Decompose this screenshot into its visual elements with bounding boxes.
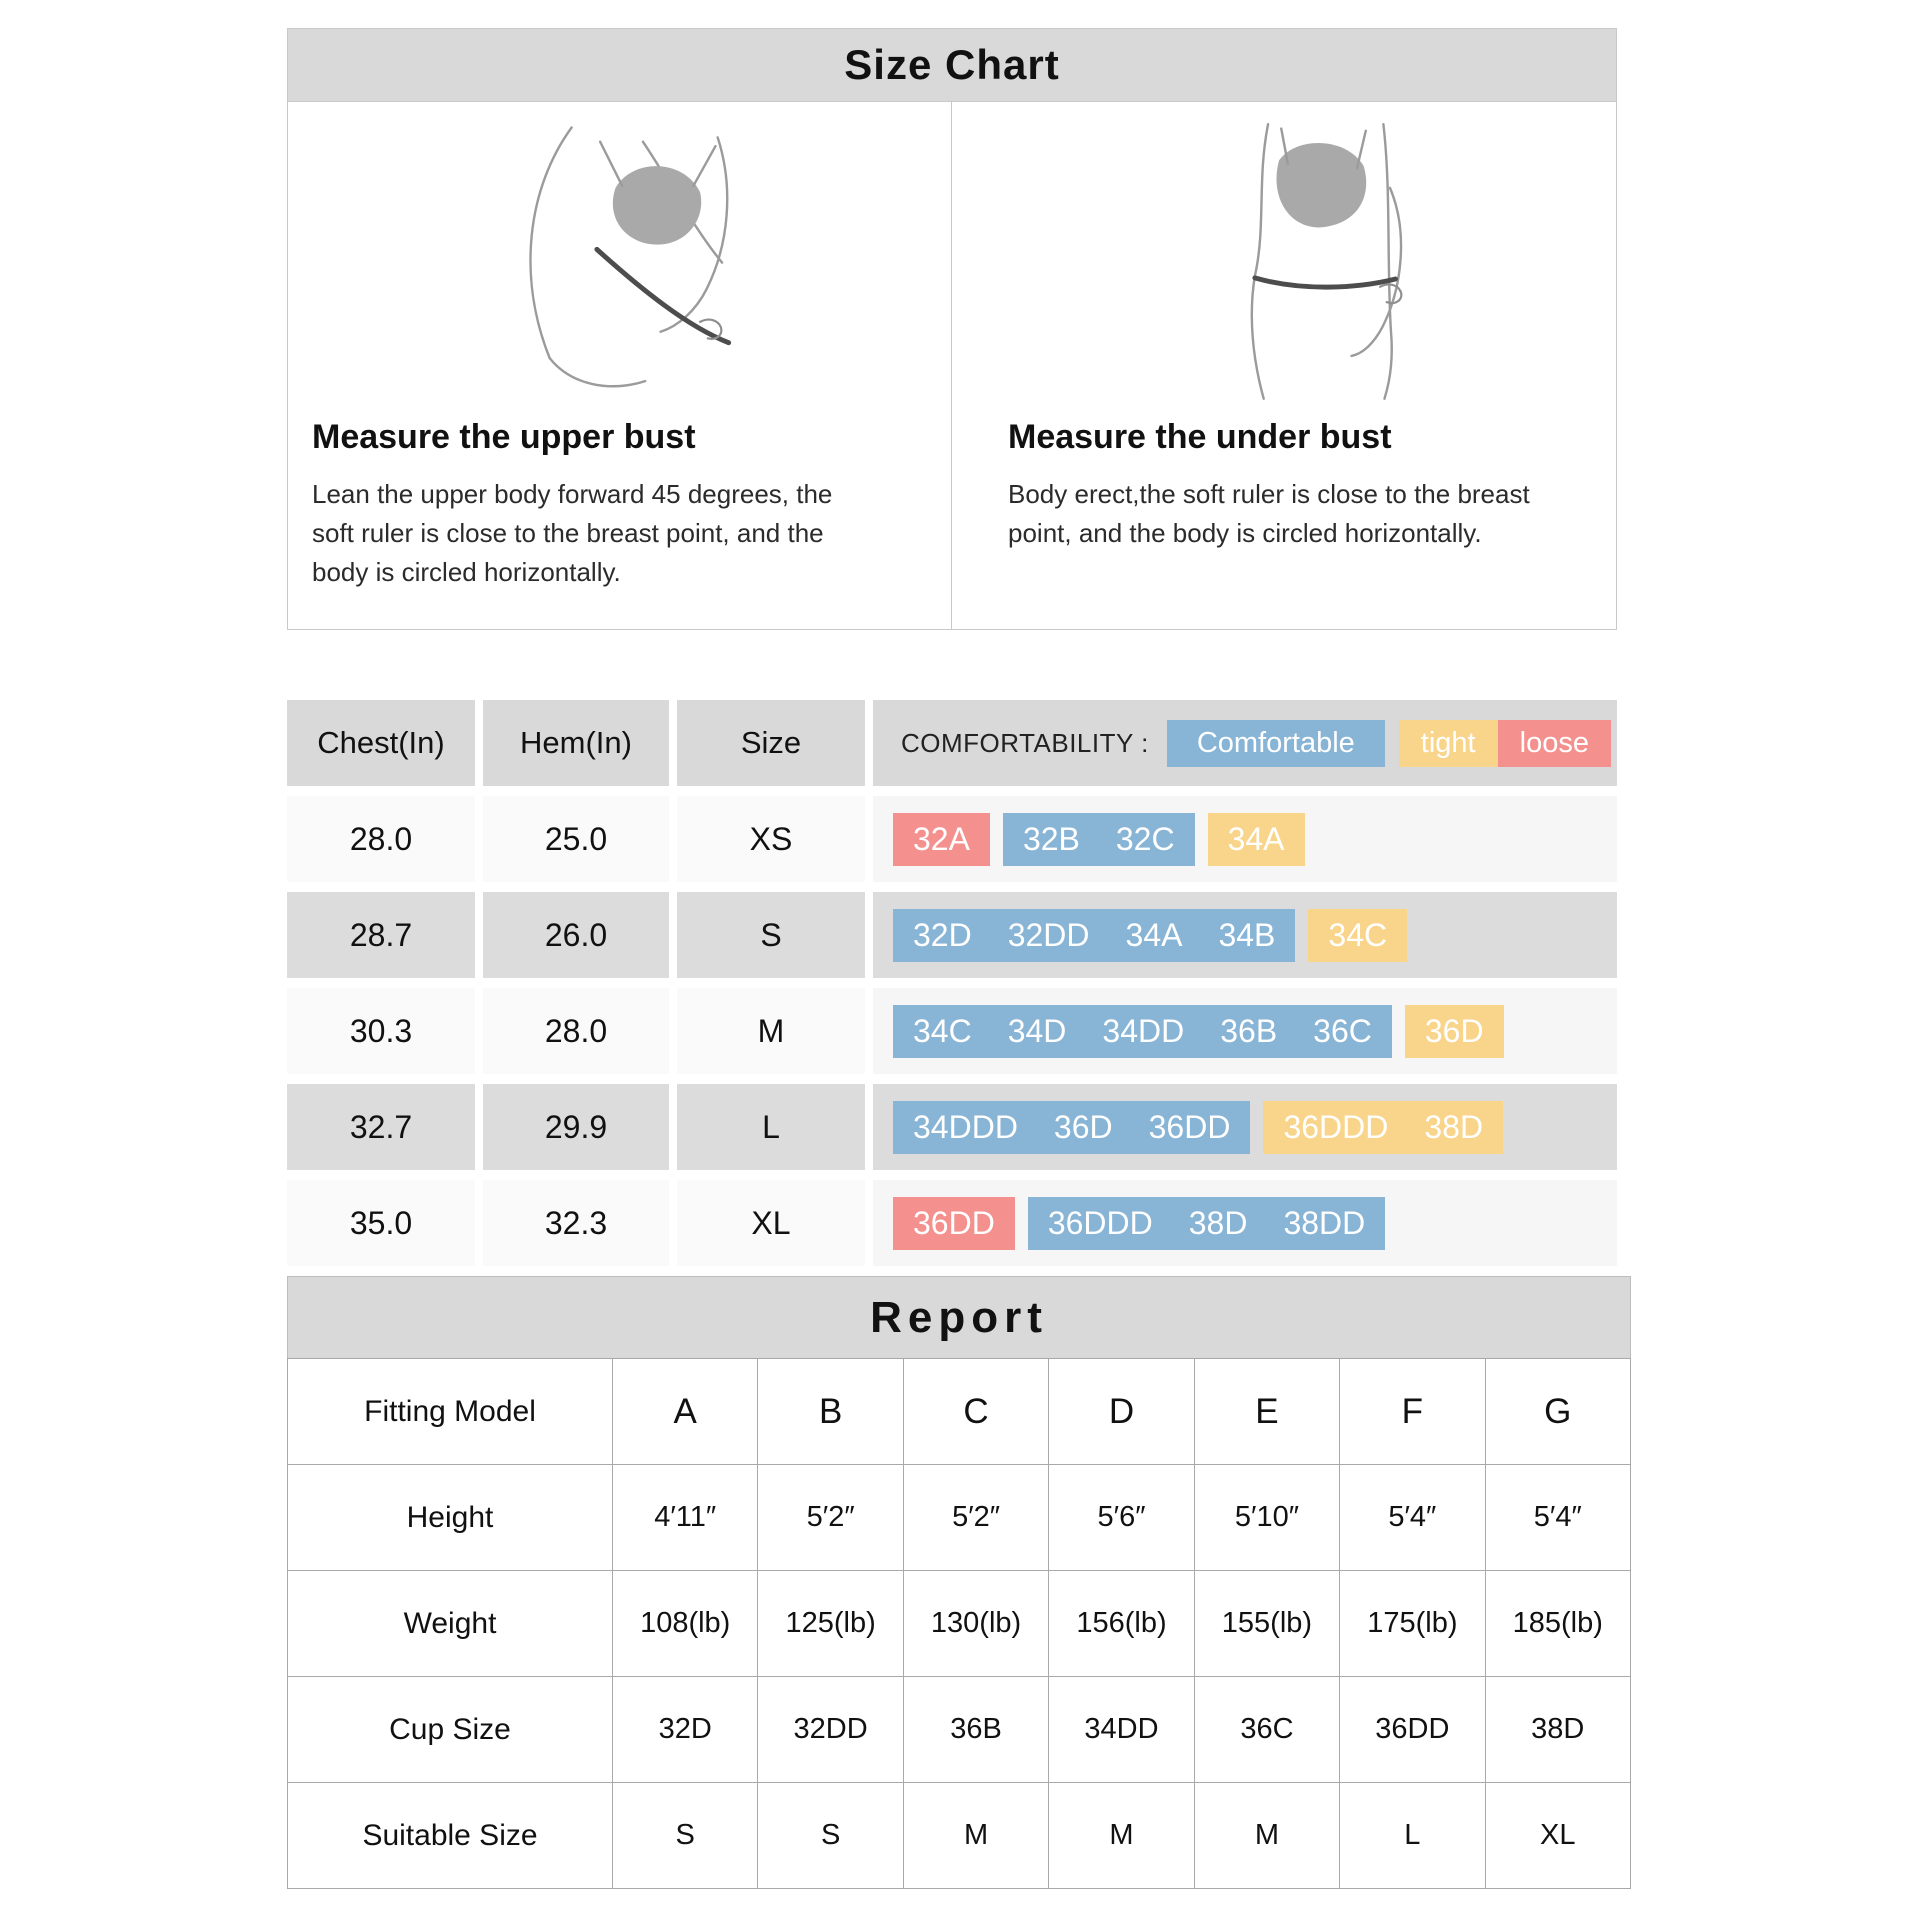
size-row [287,988,1617,1074]
bra-size-label: 32C [1115,820,1175,857]
hem-cell: 29.9 [483,1084,669,1170]
report-cell: M [1195,1783,1340,1889]
size-row [287,1180,1617,1266]
bra-size-label: 32DD [1007,916,1090,953]
size-row [287,796,1617,882]
comfort-badge-comfortable [1028,1197,1385,1250]
comfort-badge-tight [1208,813,1305,866]
bra-size-label: 36C [1313,1012,1372,1049]
comfort-badge-comfortable [1003,813,1195,866]
size-column-header: Size [677,700,865,786]
bra-size-label: 34DD [1102,1012,1185,1049]
comfort-strip [873,988,1617,1074]
size-table [287,700,1617,1266]
report-cell: 5′10″ [1195,1465,1340,1571]
panel-description: Lean the upper body forward 45 degrees, the soft ruler is close to the breast point, and the body is circled horizontally. [312,479,833,587]
chest-cell: 32.7 [287,1084,475,1170]
report-cell: L [1340,1783,1485,1889]
report-title-bar [287,1276,1631,1358]
size-table-header [287,700,1617,786]
report-cell: 130(lb) [904,1571,1049,1677]
report-cell: 36C [1195,1677,1340,1783]
chest-cell: 35.0 [287,1180,475,1266]
report-cell: F [1340,1359,1485,1465]
report-cell: 5′6″ [1049,1465,1194,1571]
under-bust-illustration [1008,112,1616,412]
bra-size-label: 34B [1218,916,1276,953]
comfort-strip [873,1084,1617,1170]
comfortability-header [873,700,1617,786]
bra-size-label: 36DDD [1047,1204,1153,1241]
report-cell: 5′4″ [1486,1465,1631,1571]
bra-size-label: 34C [1328,916,1388,953]
report-cell: 32D [613,1677,758,1783]
report-table [287,1358,1631,1889]
report-cell: 108(lb) [613,1571,758,1677]
hem-cell: 26.0 [483,892,669,978]
report-cell: 5′4″ [1340,1465,1485,1571]
report-cell: 38D [1486,1677,1631,1783]
report-cell: 5′2″ [758,1465,903,1571]
report-cell: M [1049,1783,1194,1889]
report-row-label: Weight [288,1571,613,1677]
comfort-badge-loose [893,1197,1015,1250]
bra-size-label: 36B [1220,1012,1278,1049]
size-chart-page [287,28,1631,1889]
report-cell: A [613,1359,758,1465]
panel-title: Measure the under bust [1008,418,1392,456]
hem-cell: 25.0 [483,796,669,882]
size-row [287,1084,1617,1170]
bra-size-label: 32A [913,820,970,857]
bra-size-label: 34DDD [913,1108,1018,1145]
chest-column-header: Chest(In) [287,700,475,786]
comfortability-legend [1167,720,1611,767]
report-cell: 185(lb) [1486,1571,1631,1677]
panel-title: Measure the upper bust [312,418,696,456]
report-row-label: Suitable Size [288,1783,613,1889]
report-cell: 175(lb) [1340,1571,1485,1677]
comfort-badge-tight [1405,1005,1504,1058]
size-table-rows [287,796,1617,1266]
comfort-strip [873,796,1617,882]
report-cell: XL [1486,1783,1631,1889]
chest-cell: 28.0 [287,796,475,882]
bra-size-label: 36DD [1148,1108,1231,1145]
size-cell: L [677,1084,865,1170]
bra-size-label: 34D [1007,1012,1067,1049]
report-cell: S [758,1783,903,1889]
bra-size-label: 36DD [913,1204,995,1241]
measure-panels [287,102,1617,630]
under-bust-panel [952,102,1616,629]
comfort-badge-tight [1263,1101,1503,1154]
chest-cell: 30.3 [287,988,475,1074]
report-cell: 5′2″ [904,1465,1049,1571]
size-chart-title-bar [287,28,1617,102]
report-cell: B [758,1359,903,1465]
legend-badge-loose: loose [1498,720,1611,767]
hem-cell: 32.3 [483,1180,669,1266]
comfort-strip [873,1180,1617,1266]
legend-badge-tight: tight [1399,720,1498,767]
report-cell: C [904,1359,1049,1465]
bra-size-label: 34A [1227,820,1285,857]
size-cell: S [677,892,865,978]
report-cell: 155(lb) [1195,1571,1340,1677]
bra-size-label: 38DD [1283,1204,1366,1241]
size-row [287,892,1617,978]
size-cell: M [677,988,865,1074]
report-title: Report [870,1292,1048,1342]
leaning-figure-icon [467,122,797,402]
comfort-badge-comfortable [893,1005,1392,1058]
report-cell: 125(lb) [758,1571,903,1677]
comfort-badge-comfortable [893,909,1295,962]
size-cell: XL [677,1180,865,1266]
bra-size-label: 38D [1188,1204,1248,1241]
page-title: Size Chart [844,41,1060,88]
comfortability-label: COMFORTABILITY : [901,727,1149,758]
bra-size-label: 34A [1125,916,1183,953]
comfort-strip [873,892,1617,978]
report-cell: 36DD [1340,1677,1485,1783]
bra-size-label: 36D [1424,1012,1484,1049]
panel-description: Body erect,the soft ruler is close to the breast point, and the body is circled horizontally. [1008,479,1530,548]
upper-bust-illustration [312,112,951,412]
chest-cell: 28.7 [287,892,475,978]
report-cell: E [1195,1359,1340,1465]
bra-size-label: 38D [1424,1108,1484,1145]
hem-cell: 28.0 [483,988,669,1074]
standing-figure-icon [1147,122,1477,402]
bra-size-label: 32D [913,916,972,953]
comfort-badge-tight [1308,909,1407,962]
report-cell: G [1486,1359,1631,1465]
report-row-label: Fitting Model [288,1359,613,1465]
comfort-badge-loose [893,813,990,866]
report-row-label: Cup Size [288,1677,613,1783]
comfort-badge-comfortable [893,1101,1250,1154]
report-cell: 156(lb) [1049,1571,1194,1677]
report-row-label: Height [288,1465,613,1571]
bra-size-label: 36D [1053,1108,1113,1145]
size-cell: XS [677,796,865,882]
legend-badge-comfortable: Comfortable [1167,720,1385,767]
bra-size-label: 34C [913,1012,972,1049]
report-cell: 34DD [1049,1677,1194,1783]
report-cell: M [904,1783,1049,1889]
upper-bust-panel [288,102,952,629]
report-cell: 36B [904,1677,1049,1783]
report-cell: D [1049,1359,1194,1465]
report-cell: 4′11″ [613,1465,758,1571]
report-cell: S [613,1783,758,1889]
report-cell: 32DD [758,1677,903,1783]
hem-column-header: Hem(In) [483,700,669,786]
bra-size-label: 36DDD [1283,1108,1389,1145]
bra-size-label: 32B [1022,820,1080,857]
